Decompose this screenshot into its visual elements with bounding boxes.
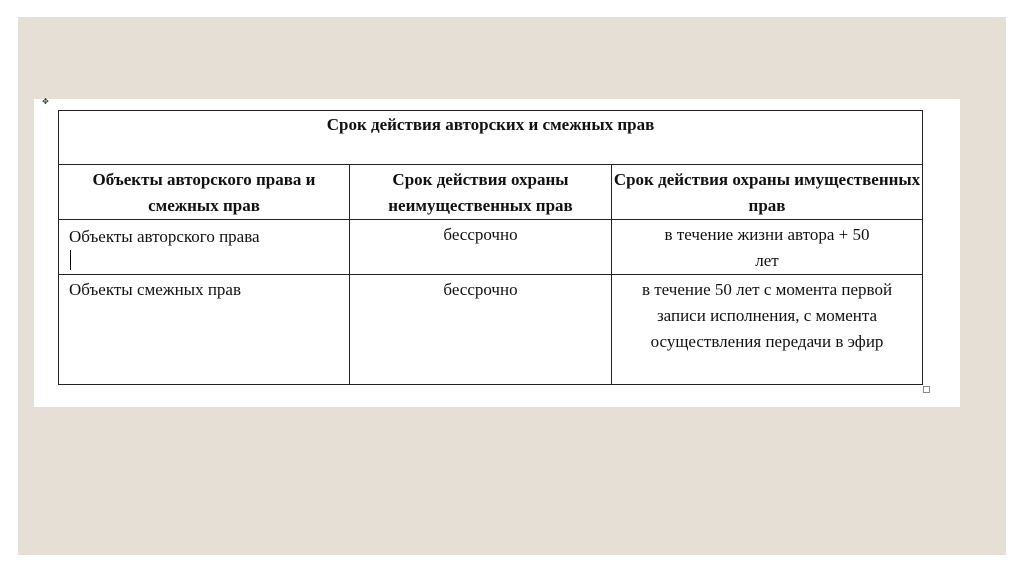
cell-object[interactable] [59, 220, 350, 275]
header-property [612, 165, 923, 220]
header-objects-label: Объекты авторского права и смежных прав [92, 170, 316, 215]
table-move-handle-icon[interactable]: ✥ [42, 97, 49, 106]
header-non-property-label: Срок действия охраны неимущественных прав [388, 170, 573, 215]
cell-property[interactable] [612, 220, 923, 275]
table-row [59, 275, 923, 385]
cell-object-text: Объекты авторского права [69, 227, 260, 246]
cell-non-property-text: бессрочно [443, 280, 518, 299]
table-resize-handle-icon[interactable] [923, 386, 930, 393]
header-non-property [350, 165, 612, 220]
header-property-label: Срок действия охраны имущественных прав [613, 170, 921, 215]
rights-table [58, 110, 923, 385]
cell-property[interactable] [612, 275, 923, 385]
table-title: Срок действия авторских и смежных прав [326, 115, 655, 134]
cell-non-property[interactable] [350, 275, 612, 385]
cell-object-text: Объекты смежных прав [69, 280, 242, 299]
cell-non-property-text: бессрочно [443, 225, 518, 244]
cell-property-text: в течение жизни автора + 50 лет [664, 225, 870, 270]
table-title-cell [59, 111, 923, 165]
table-row [59, 220, 923, 275]
cell-object[interactable] [59, 275, 350, 385]
header-objects [59, 165, 350, 220]
cell-non-property[interactable] [350, 220, 612, 275]
cell-property-text: в течение 50 лет с момента первой записи исполнения, с момента осуществления передачи в эфир [641, 280, 893, 351]
text-cursor [70, 250, 349, 270]
